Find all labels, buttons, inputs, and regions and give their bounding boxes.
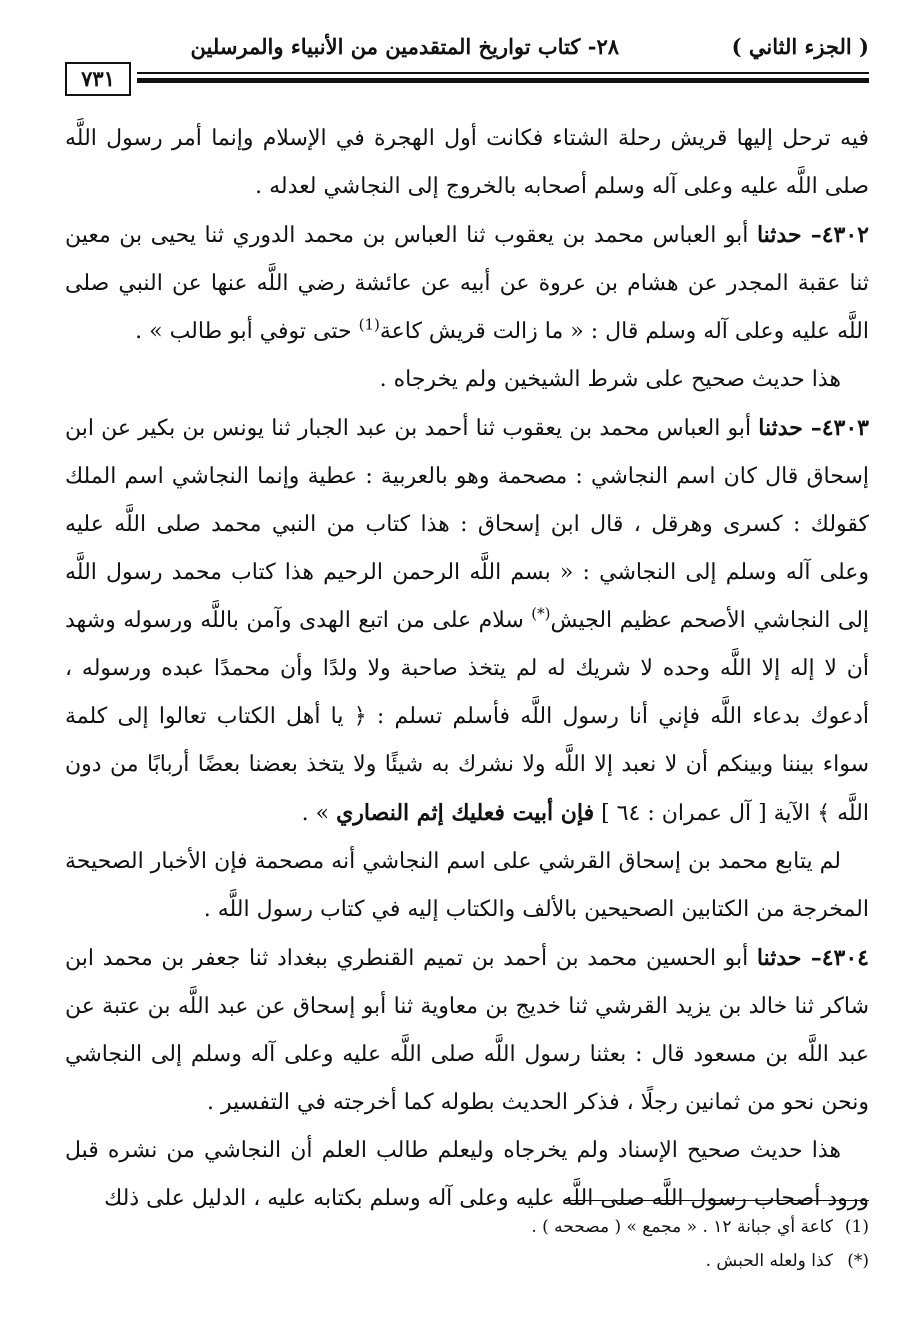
- header-rule-thick: [137, 78, 869, 83]
- hadith-text-end: حتى توفي أبو طالب » .: [135, 319, 359, 344]
- hadith-number: ٤٣٠٢: [821, 222, 869, 248]
- hadith-lead: – حدثنا: [756, 222, 822, 248]
- paragraph-continuation: فيه ترحل إليها قريش رحلة الشتاء فكانت أول الهجرة في الإسلام وإنما أمر رسول اللَّه صلى اللَّه عليه وعلى آله وسلم أصحابه بالخروج إلى النجاشي لعدله .: [65, 126, 869, 199]
- footnote-text: كذا ولعله الحبش .: [705, 1251, 833, 1271]
- hadith-text-cont: سلام على من اتبع الهدى وآمن باللَّه ورسوله وشهد أن لا إله إلا اللَّه وحده لا شريك له لم يتخذ صاحبة ولا ولدًا وأن محمدًا عبده ورسوله ، أدعوك بدعاء اللَّه فإني أنا رسول اللَّه فأسلم تسلم : ﴿ يا أهل الكتاب تعالوا إلى كلمة سواء بيننا وبينكم أن لا نعبد إلا اللَّه ولا نشرك به شيئًا ولا يتخذ بعضنا بعضًا أربابًا من دون اللَّه ﴾ الآية [ آل عمران : ٦٤ ]: [65, 608, 869, 826]
- hadith-lead: – حدثنا: [756, 945, 822, 971]
- hadith-grade: هذا حديث صحيح الإسناد ولم يخرجاه وليعلم طالب العلم أن النجاشي من نشره قبل ورود أصحاب رسول اللَّه صلى اللَّه عليه وعلى آله وسلم بكتابه عليه ، الدليل على ذلك: [65, 1138, 869, 1211]
- hadith-lead: – حدثنا: [758, 415, 822, 441]
- footnote-ref-1: (1): [358, 315, 380, 334]
- page-body: [65, 115, 869, 1223]
- letter-closing: فإن أبيت فعليك إثم النصاري: [336, 800, 595, 826]
- footnote-item: [65, 1210, 869, 1244]
- hadith-text: أبو الحسين محمد بن أحمد بن تميم القنطري ببغداد ثنا جعفر بن محمد ابن شاكر ثنا خالد بن يزيد القرشي ثنا خديج بن معاوية ثنا أبو إسحاق عن عبد اللَّه بن عتبة عن عبد اللَّه بن مسعود قال : بعثنا رسول اللَّه صلى اللَّه عليه وعلى آله وسلم إلى النجاشي ونحن نحو من ثمانين رجلًا ، فذكر الحديث بطوله كما أخرجته في التفسير .: [65, 946, 869, 1115]
- book-title: ٢٨- كتاب تواريخ المتقدمين من الأنبياء والمرسلين: [190, 34, 619, 59]
- footnote-item: [65, 1244, 869, 1278]
- footnote-mark: (1): [844, 1217, 869, 1237]
- footnote-separator: [564, 1200, 869, 1201]
- footnotes: [65, 1210, 869, 1278]
- footnote-ref-star: (*): [531, 604, 551, 623]
- hadith-4304: [65, 934, 869, 1127]
- footnote-mark: (*): [847, 1251, 869, 1271]
- volume-label: ( الجزء الثاني ): [731, 34, 869, 59]
- hadith-grade: هذا حديث صحيح على شرط الشيخين ولم يخرجاه .: [379, 367, 841, 392]
- hadith-4303: [65, 404, 869, 838]
- page-header: [65, 28, 869, 91]
- hadith-number: ٤٣٠٣: [821, 415, 869, 441]
- hadith-number: ٤٣٠٤: [821, 945, 869, 971]
- hadith-text: أبو العباس محمد بن يعقوب ثنا العباس بن محمد الدوري ثنا يحيى بن معين ثنا عقبة المجدر عن هشام بن عروة عن أبيه عن عائشة رضي اللَّه عنها عن النبي صلى اللَّه عليه وعلى آله وسلم قال : « ما زالت قريش كاعة: [65, 223, 869, 344]
- footnote-text: كاعة أي جبانة ١٢ . « مجمع » ( مصححه ) .: [531, 1217, 833, 1237]
- page-number: ٧٣١: [65, 62, 131, 96]
- hadith-text-end: » .: [301, 801, 337, 826]
- hadith-text: أبو العباس محمد بن يعقوب ثنا أحمد بن عبد الجبار ثنا يونس بن بكير عن ابن إسحاق قال كان اسم النجاشي : مصحمة وهو بالعربية : عطية وإنما النجاشي اسم الملك كقولك : كسرى وهرقل ، قال ابن إسحاق : هذا كتاب من النبي محمد صلى اللَّه عليه وعلى آله وسلم إلى النجاشي : « بسم اللَّه الرحمن الرحيم هذا كتاب محمد رسول اللَّه إلى النجاشي الأصحم عظيم الجيش: [65, 416, 870, 633]
- header-rule-thin: [137, 72, 869, 74]
- hadith-4302: [65, 211, 869, 356]
- hadith-note: لم يتابع محمد بن إسحاق القرشي على اسم النجاشي أنه مصحمة فإن الأخبار الصحيحة المخرجة من الكتابين الصحيحين بالألف والكتاب إليه في كتاب رسول اللَّه .: [65, 849, 869, 922]
